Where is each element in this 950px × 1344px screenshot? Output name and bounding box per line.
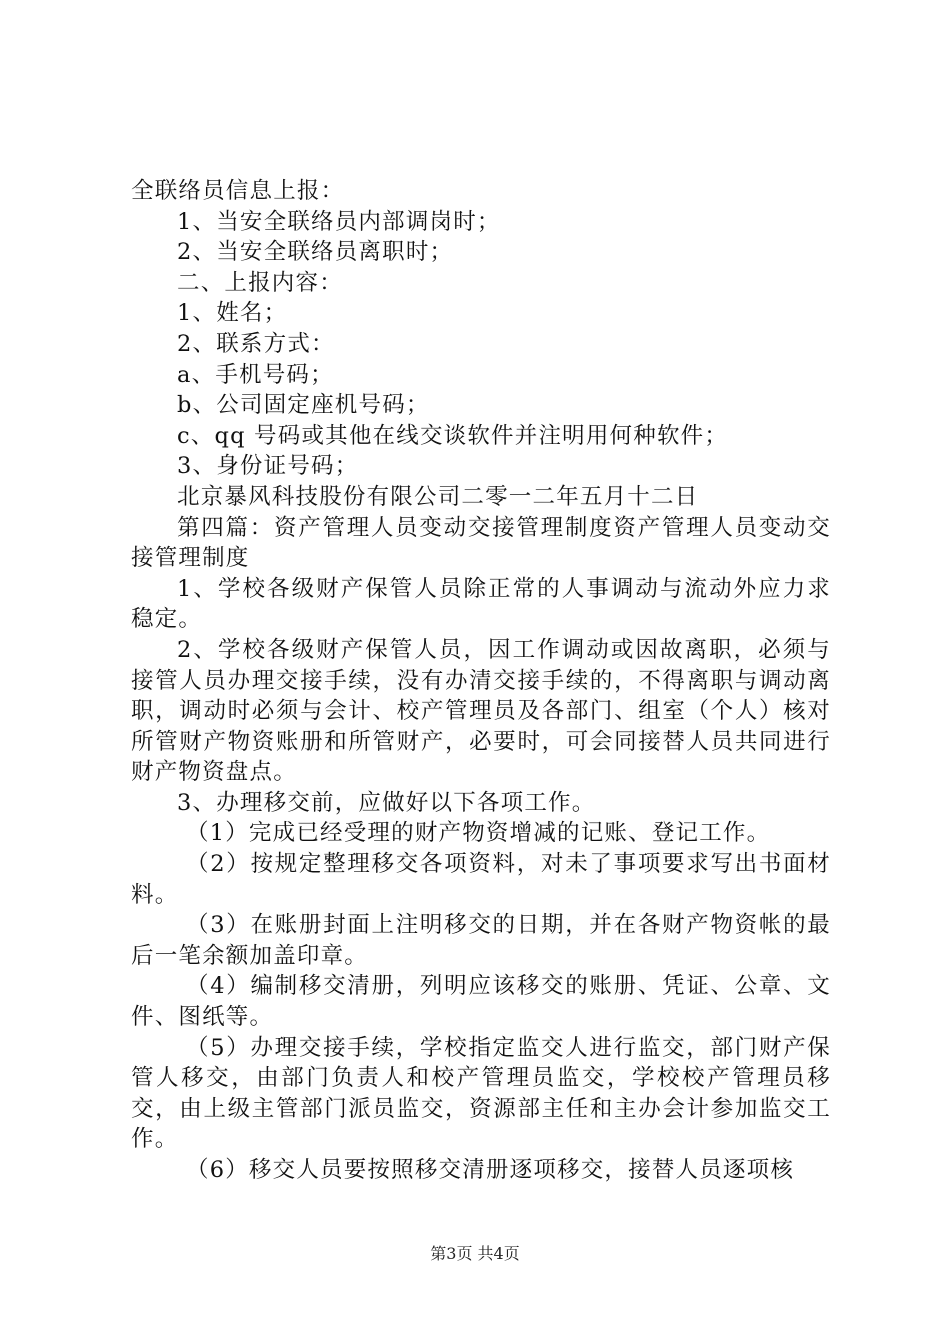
page-number-footer: 第3页 共4页 xyxy=(430,1244,520,1263)
paragraph: 3、办理移交前，应做好以下各项工作。 xyxy=(177,789,596,816)
text-line: 1、当安全联络员内部调岗时； xyxy=(177,208,501,235)
document-body xyxy=(131,176,831,1186)
paragraph: 2、学校各级财产保管人员，因工作调动或因故离职，必须与接管人员办理交接手续，没有办清交接手续的，不得离职与调动离职，调动时必须与会计、校产管理员及各部门、组室（个人）核对所管财产物资账册和所管财产，必要时，可会同接替人员共同进行财产物资盘点。 xyxy=(131,636,831,786)
paragraph: （2）按规定整理移交各项资料，对未了事项要求写出书面材料。 xyxy=(131,851,831,908)
text-line: 2、当安全联络员离职时； xyxy=(177,239,454,266)
paragraph: （3）在账册封面上注明移交的日期，并在各财产物资帐的最后一笔余额加盖印章。 xyxy=(131,912,831,969)
paragraph: （6）移交人员要按照移交清册逐项移交，接替人员逐项核 xyxy=(186,1157,795,1183)
text-line: 全联络员信息上报： xyxy=(131,178,345,204)
text-line: 1、姓名； xyxy=(177,300,288,327)
text-line: c、qq 号码或其他在线交谈软件并注明用何种软件； xyxy=(177,422,729,449)
text-line: a、手机号码； xyxy=(177,361,334,388)
text-line: 2、联系方式： xyxy=(177,330,335,357)
paragraph: （5）办理交接手续，学校指定监交人进行监交，部门财产保管人移交，由部门负责人和校产管理员监交，学校校产管理员移交，由上级主管部门派员监交，资源部主任和主办会计参加监交工作。 xyxy=(131,1034,831,1153)
chapter-title: 第四篇：资产管理人员变动交接管理制度资产管理人员变动交接管理制度 xyxy=(131,514,831,572)
paragraph: （1）完成已经受理的财产物资增减的记账、登记工作。 xyxy=(186,820,771,847)
text-line: b、公司固定座机号码； xyxy=(177,392,430,419)
paragraph: （4）编制移交清册，列明应该移交的账册、凭证、公章、文件、图纸等。 xyxy=(131,973,831,1031)
text-line: 3、身份证号码； xyxy=(177,453,359,480)
section-heading: 二、上报内容： xyxy=(177,269,343,296)
signature-line: 北京暴风科技股份有限公司二零一二年五月十二日 xyxy=(177,483,699,510)
paragraph: 1、学校各级财产保管人员除正常的人事调动与流动外应力求稳定。 xyxy=(131,575,831,633)
